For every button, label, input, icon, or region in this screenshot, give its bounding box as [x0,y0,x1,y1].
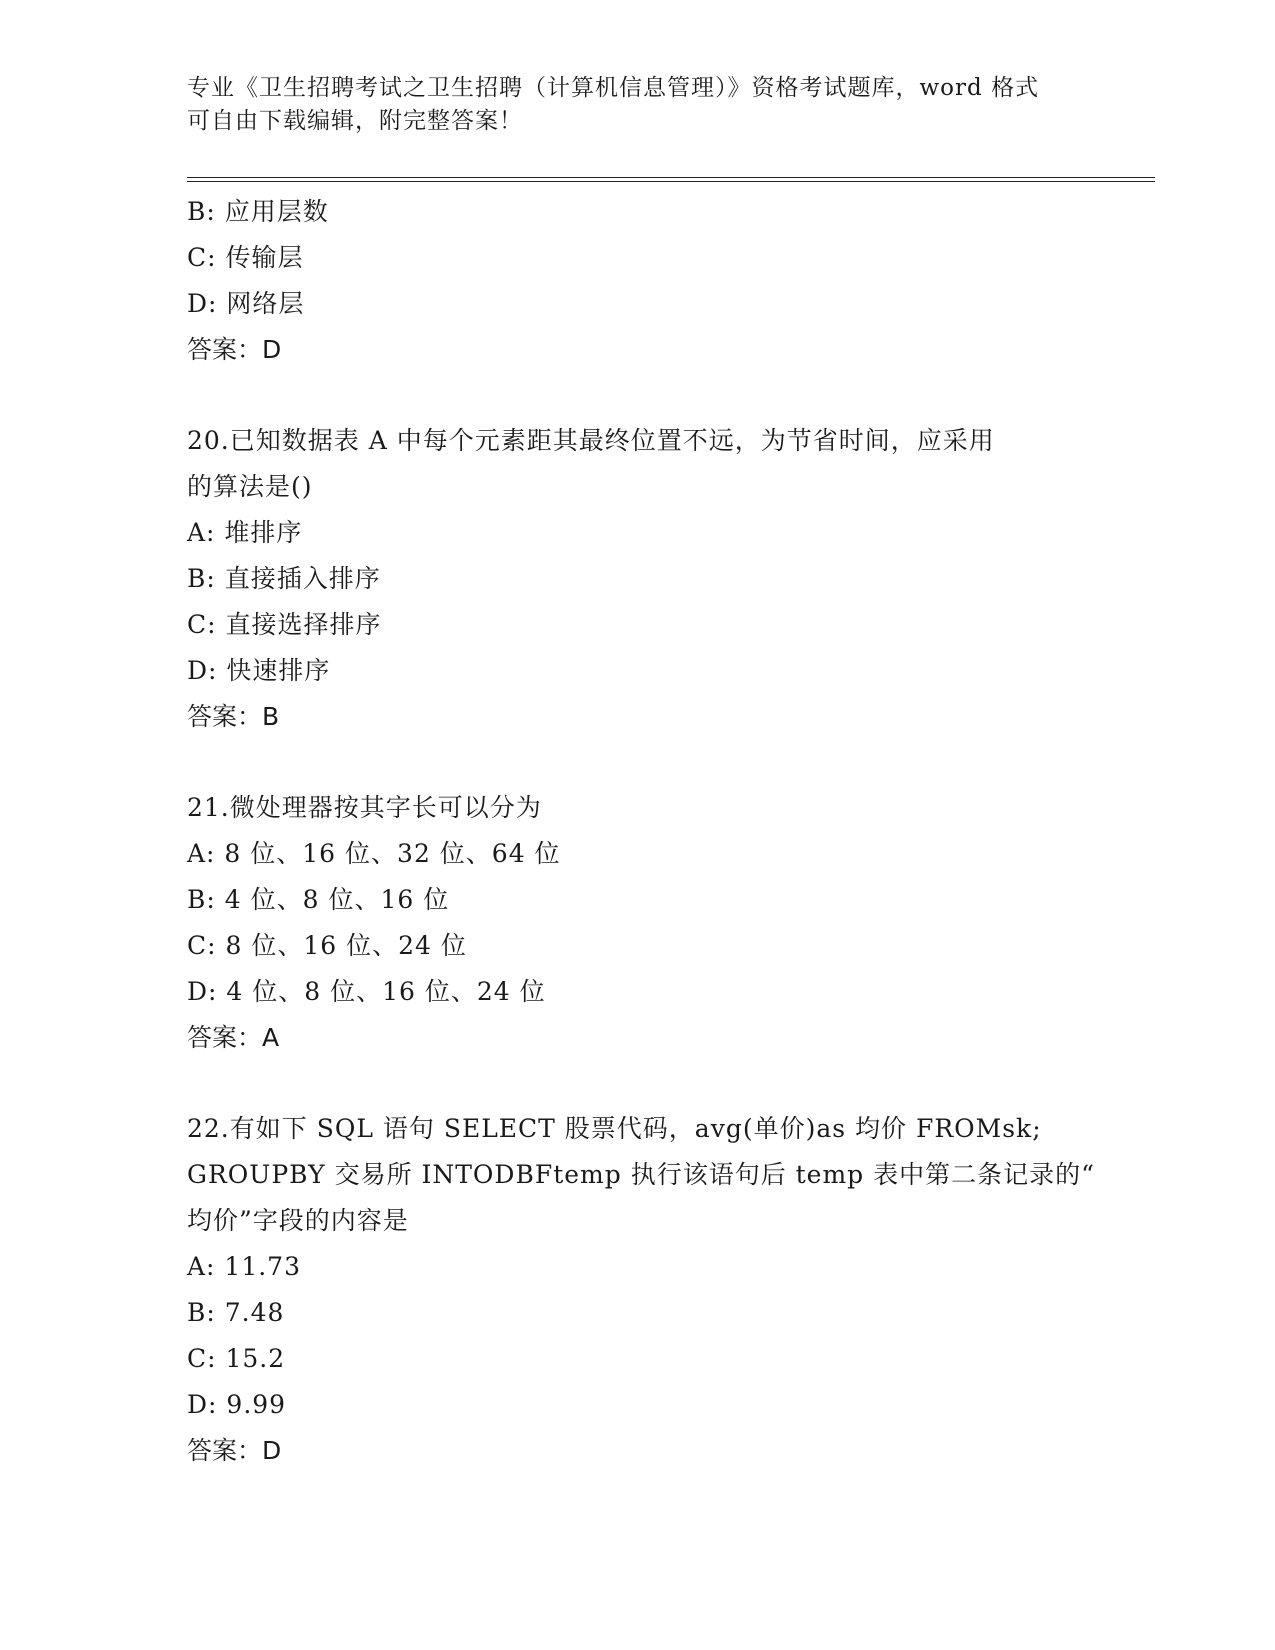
option-b: B: 4 位、8 位、16 位 [187,885,450,914]
option-b: B: 直接插入排序 [187,564,381,593]
answer: 答案：B [187,702,280,731]
answer: 答案：A [187,1023,280,1052]
question-21 [187,785,1087,1061]
question-stem-cont: 均价”字段的内容是 [187,1206,409,1235]
option-a: A: 堆排序 [187,518,303,547]
question-stem: 22.有如下 SQL 语句 SELECT 股票代码，avg(单价)as 均价 FROMsk; [187,1114,1042,1143]
question-19-tail [187,189,1087,373]
answer: 答案：D [187,1436,282,1465]
option-b: B: 7.48 [187,1298,285,1327]
option-c: C: 15.2 [187,1344,286,1373]
header-line-2: 可自由下载编辑，附完整答案！ [187,108,523,134]
option-b: B: 应用层数 [187,197,329,226]
header-rule-bottom [187,181,1155,182]
option-a: A: 8 位、16 位、32 位、64 位 [187,839,561,868]
option-a: A: 11.73 [187,1252,301,1281]
option-d: D: 快速排序 [187,656,331,685]
question-stem: 20.已知数据表 A 中每个元素距其最终位置不远，为节省时间，应采用 [187,426,995,455]
option-d: D: 4 位、8 位、16 位、24 位 [187,977,546,1006]
header-line-1: 专业《卫生招聘考试之卫生招聘（计算机信息管理）》资格考试题库，word 格式 [187,75,1040,101]
question-22 [187,1106,1095,1474]
header-rule-top [187,177,1155,178]
question-stem: 21.微处理器按其字长可以分为 [187,793,542,822]
option-d: D: 9.99 [187,1390,287,1419]
answer: 答案：D [187,335,282,364]
question-list [187,189,1095,1474]
option-c: C: 8 位、16 位、24 位 [187,931,467,960]
spacer [187,1061,1087,1106]
page-header [187,72,1087,138]
spacer [187,740,1087,785]
spacer [187,373,1087,418]
option-c: C: 传输层 [187,243,304,272]
question-stem-cont: GROUPBY 交易所 INTODBFtemp 执行该语句后 temp 表中第二条记录的“ [187,1160,1095,1189]
question-stem-cont: 的算法是() [187,472,313,501]
option-d: D: 网络层 [187,289,305,318]
question-20 [187,418,1087,740]
option-c: C: 直接选择排序 [187,610,382,639]
